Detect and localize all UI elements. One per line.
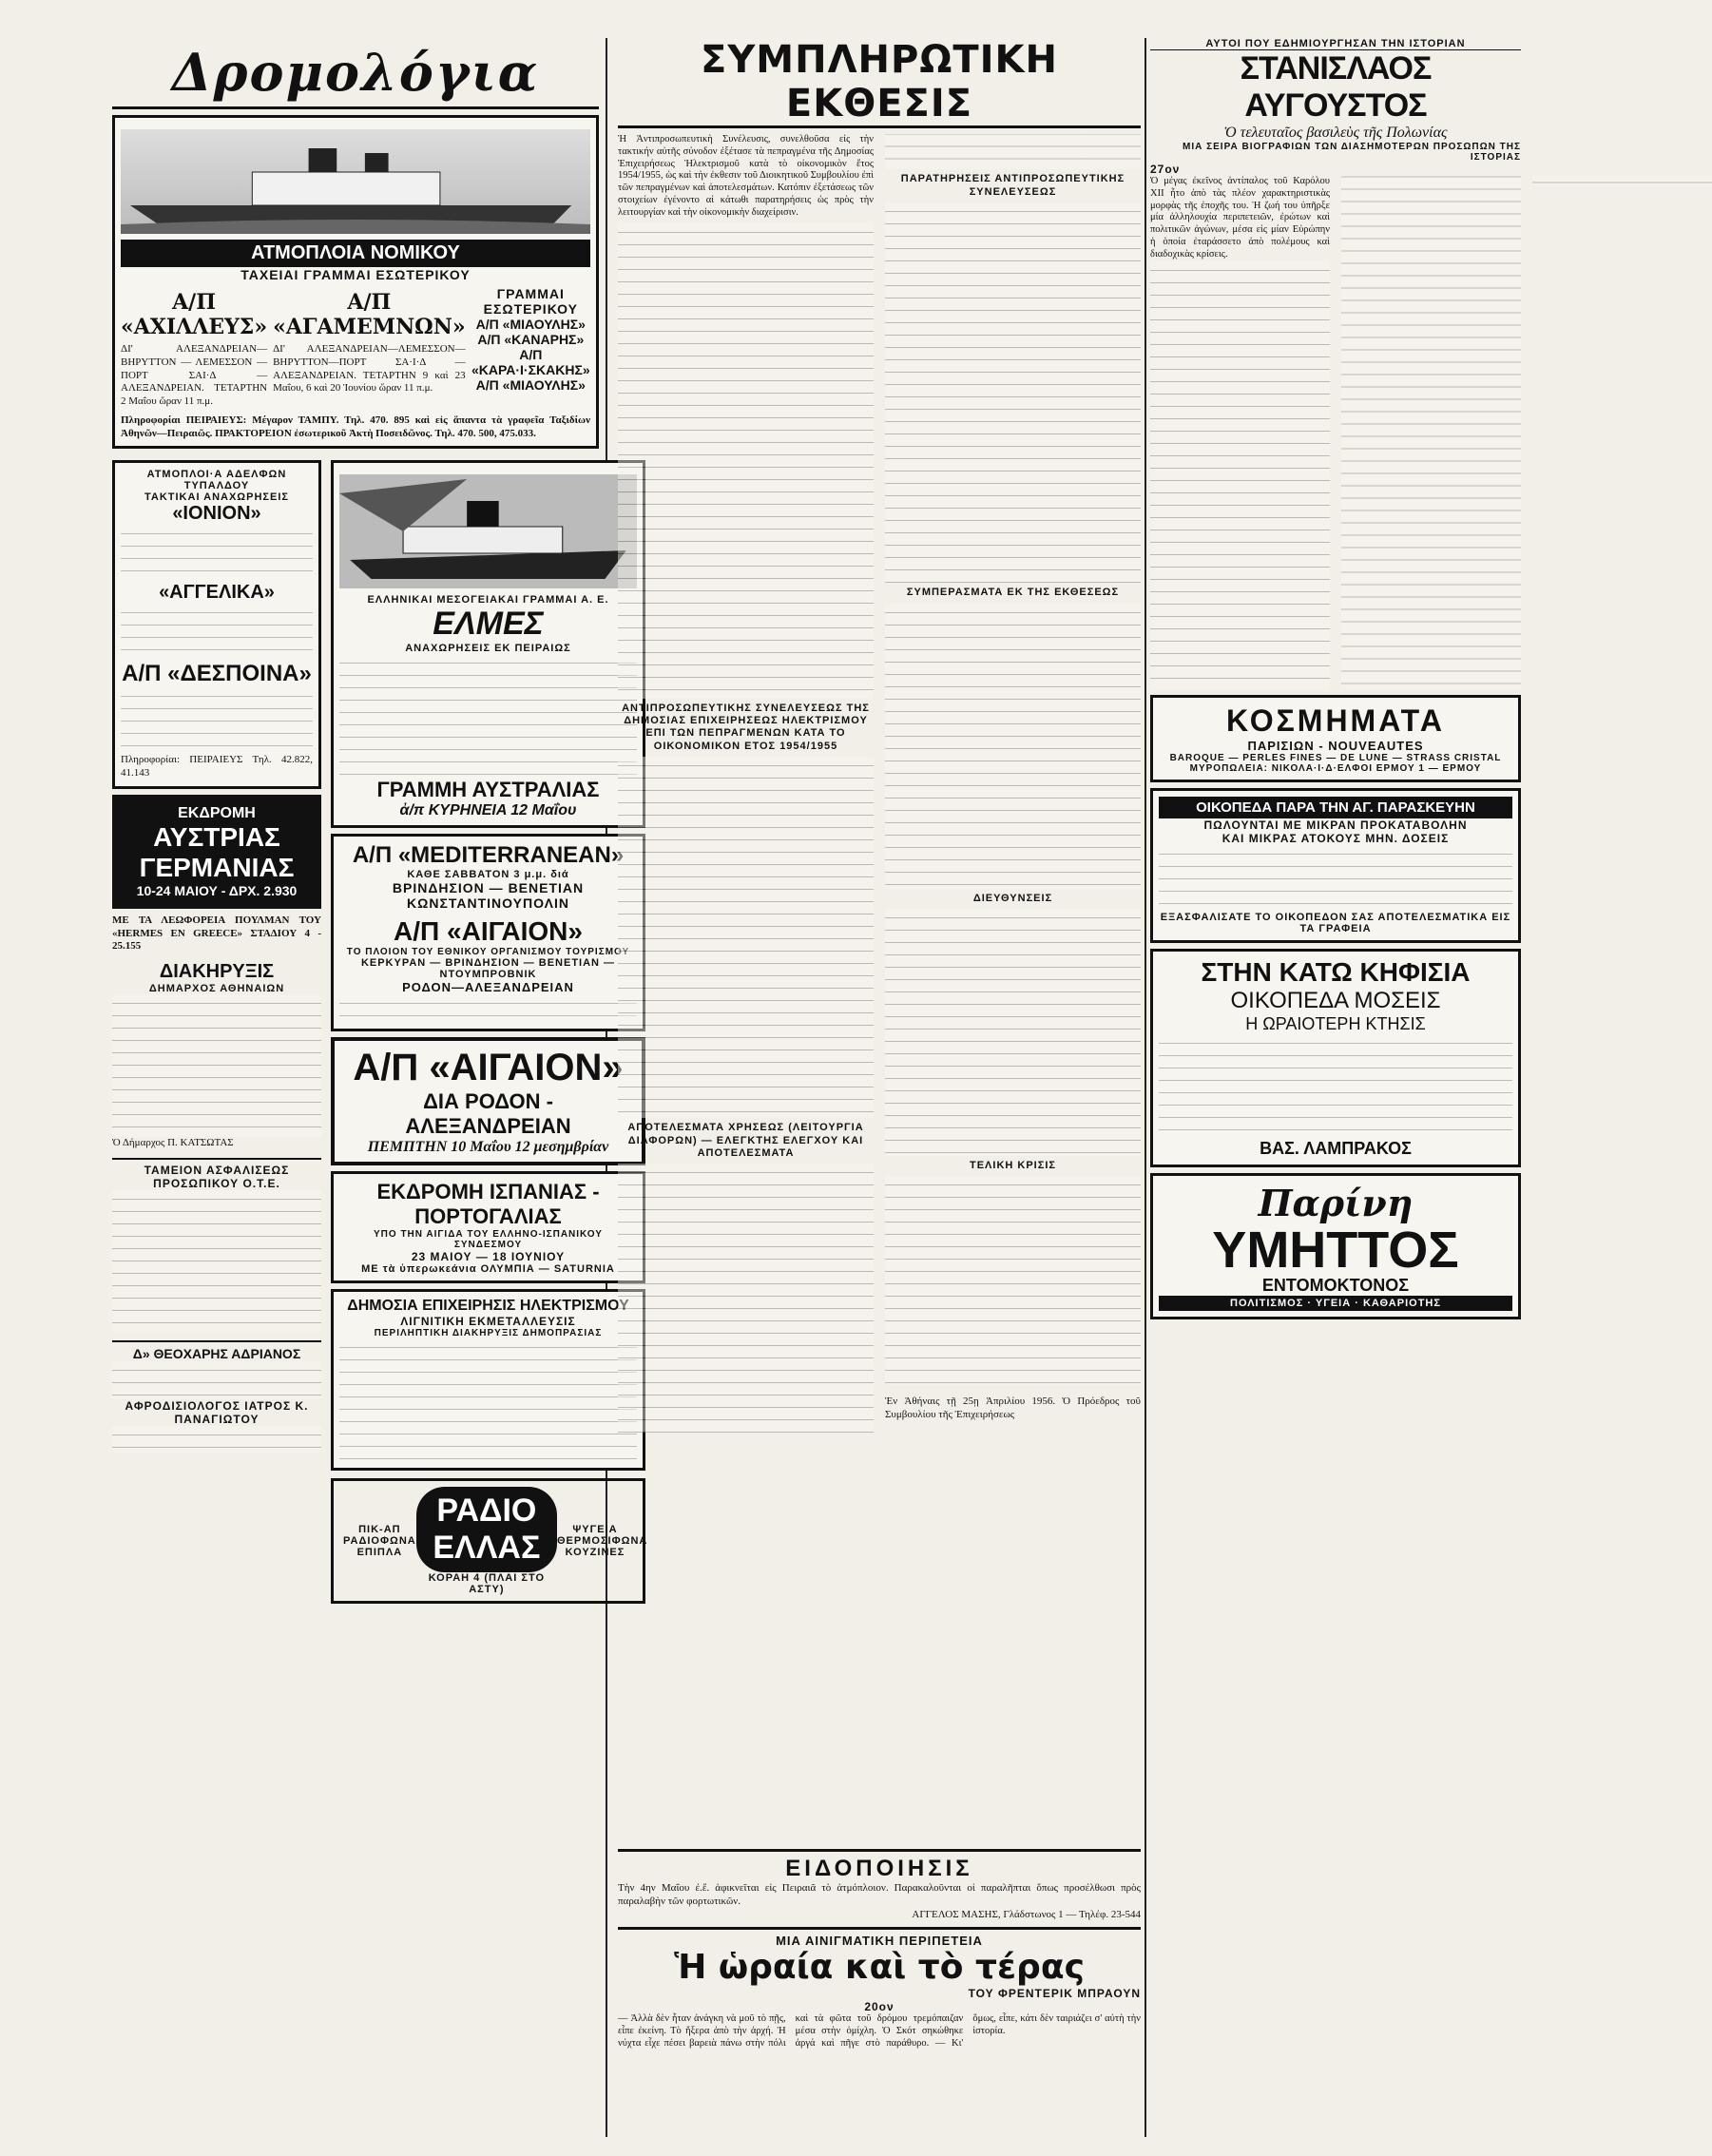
report-body — [618, 134, 1141, 1845]
report-sec1: ΑΠΟΤΕΛΕΣΜΑΤΑ ΧΡΗΣΕΩΣ (ΛΕΙΤΟΥΡΓΙΑ ΔΙΑΦΟΡΩΝ) — ΕΛΕΓΚΤΗΣ ΕΛΕΓΧΟΥ ΚΑΙ ΑΠΟΤΕΛΕΣΜΑΤΑ — [627, 1122, 864, 1160]
aigaion-big-ad — [331, 1037, 645, 1165]
ship-ionion: «ΙΟΝΙΟΝ» — [172, 503, 261, 525]
notice-title: ΕΙΔΟΠΟΙΗΣΙΣ — [785, 1856, 973, 1881]
liner-illustration — [339, 474, 637, 588]
australia-line: ΓΡΑΜΜΗ ΑΥΣΤΡΑΛΙΑΣ — [376, 778, 600, 802]
elmes-company: ΕΛΛΗΝΙΚΑΙ ΜΕΣΟΓΕΙΑΚΑΙ ΓΡΑΜΜΑΙ Α. Ε. — [367, 594, 609, 606]
report-closing: Ἐν Ἀθήναις τῇ 25ῃ Ἀπριλίου 1956. Ὁ Πρόεδρος τοῦ Συμβουλίου τῆς Ἐπιχειρήσεως — [885, 1396, 1141, 1421]
nomikos-ad — [112, 115, 599, 449]
dei-title: ΔΗΜΟΣΙΑ ΕΠΙΧΕΙΡΗΣΙΣ ΗΛΕΚΤΡΙΣΜΟΥ — [347, 1298, 629, 1315]
aigaion-line3: ΡΟΔΟΝ—ΑΛΕΞΑΝΔΡΕΙΑΝ — [402, 980, 574, 995]
ymittos-bar: ΠΟΛΙΤΙΣΜΟΣ · ΥΓΕΙΑ · ΚΑΘΑΡΙΟΤΗΣ — [1159, 1296, 1512, 1311]
austria-excursion-ad — [112, 795, 321, 909]
report-sec5: ΤΕΛΙΚΗ ΚΡΙΣΙΣ — [970, 1160, 1056, 1172]
austria-line3: ΓΕΡΜΑΝΙΑΣ — [139, 852, 295, 882]
report-sec2: ΠΑΡΑΤΗΡΗΣΕΙΣ ΑΝΤΙΠΡΟΣΩΠΕΥΤΙΚΗΣ ΣΥΝΕΛΕΥΣΕΩΣ — [900, 173, 1125, 198]
oikopeda-line3: ΕΞΑΣΦΑΛΙΣΑΤΕ ΤΟ ΟΙΚΟΠΕΔΟΝ ΣΑΣ ΑΠΟΤΕΛΕΣΜΑΤΙΚΑ ΕΙΣ ΤΑ ΓΡΑΦΕΙΑ — [1160, 912, 1511, 934]
domestic-label: ΓΡΑΜΜΑΙ ΕΣΩΤΕΡΙΚΟΥ — [483, 286, 578, 317]
austria-line2: ΑΥΣΤΡΙΑΣ — [153, 821, 280, 852]
kosmimata-line3: ΜΥΡΟΠΩΛΕΙΑ: ΝΙΚΟΛΑ·Ι·Δ·ΕΛΦΟΙ ΕΡΜΟΥ 1 — ΕΡΜΟΥ — [1189, 763, 1482, 774]
report-para: Ἡ Ἀντιπροσωπευτικὴ Συνέλευσις, συνελθοῦσα εἰς τὴν τακτικήν αὐτῆς σύνοδον ἐξέτασε τὰ πεπραγμένα τῆς Δημοσίας Ἐπιχειρήσεως Ἠλεκτρισμοῦ κατὰ τὸ οἰκονομικὸν ἔτος 1954/1955, ὡς καὶ τὴν ἐκθεσιν τοῦ Διοικητικοῦ Συμβουλίου ἐπὶ τῶν πεπραγμένων καὶ ἀποτελεσμάτων. Κατόπιν ἐξετάσεως τῶν στοιχείων ἐγένοντο αἱ κάτωθι παρατηρήσεις ὡς πρὸς τὴν λειτουργίαν καὶ τὴν οἰκονομικὴν διαχείρισιν. — [618, 134, 874, 218]
lines-label: ΤΑΧΕΙΑΙ ΓΡΑΜΜΑΙ ΕΣΩΤΕΡΙΚΟΥ — [240, 267, 471, 282]
aigaion-name: Α/Π «ΑΙΓΑΙΟΝ» — [394, 916, 583, 947]
elmes-departures: ΑΝΑΧΩΡΗΣΕΙΣ ΕΚ ΠΕΙΡΑΙΩΣ — [405, 643, 571, 655]
oikopeda-title: ΟΙΚΟΠΕΔΑ ΠΑΡΑ ΤΗΝ ΑΓ. ΠΑΡΑΣΚΕΥΗΝ — [1159, 797, 1512, 818]
katofisia-ad — [1150, 949, 1521, 1167]
typaldos-header: ΑΤΜΟΠΛΟΙ·Α ΑΔΕΛΦΩΝ ΤΥΠΑΛΔΟΥ — [146, 469, 287, 492]
spain-title: ΕΚΔΡΟΜΗ ΙΣΠΑΝΙΑΣ - ΠΟΡΤΟΓΑΛΙΑΣ — [376, 1180, 600, 1229]
company-name: ΑΤΜΟΠΛΟΙΑ ΝΟΜΙΚΟΥ — [121, 240, 590, 267]
mediterranean-ad — [331, 834, 645, 1031]
kosmimata-name: ΚΟΣΜΗΜΑΤΑ — [1226, 703, 1445, 738]
ymittos-script: Παρίνη — [1258, 1182, 1414, 1224]
katofisia-sub2: Η ΩΡΑΙΟΤΕΡΗ ΚΤΗΣΙΣ — [1245, 1014, 1426, 1033]
tameio-title: ΤΑΜΕΙΟΝ ΑΣΦΑΛΙΣΕΩΣ ΠΡΟΣΩΠΙΚΟΥ Ο.Τ.Ε. — [144, 1163, 290, 1190]
ship-despoina: Α/Π «ΔΕΣΠΟΙΝΑ» — [122, 661, 312, 687]
notice-signature: ΑΓΓΕΛΟΣ ΜΑΣΗΣ, Γλάδστωνος 1 — Τηλέφ. 23-544 — [912, 1908, 1141, 1920]
austria-line5: ΜΕ ΤΑ ΛΕΩΦΟΡΕΙΑ ΠΟΥΛΜΑΝ ΤΟΥ «HERMES EN GREECE» ΣΤΑΔΙΟΥ 4 - 25.155 — [112, 914, 321, 953]
elmes-ad — [331, 460, 645, 828]
austria-line4: 10-24 ΜΑΙΟΥ - ΔΡΧ. 2.930 — [136, 882, 298, 898]
diakirixeis-sub: ΔΗΜΑΡΧΟΣ ΑΘΗΝΑΙΩΝ — [148, 983, 285, 994]
ship-miaoulis: Α/Π «ΜΙΑΟΥΛΗΣ» — [475, 317, 586, 332]
radio-address: ΚΟΡΑΗ 4 (ΠΛΑΙ ΣΤΟ ΑΣΤΥ) — [428, 1572, 546, 1596]
austria-line1: ΕΚΔΡΟΜΗ — [178, 804, 256, 821]
kosmimata-line1: ΠΑΡΙΣΙΩΝ - NOUVEAUTES — [1247, 739, 1424, 753]
middle-column — [618, 38, 1141, 2137]
notice-block — [618, 1849, 1141, 1921]
nomikos-info: Πληροφορίαι ΠΕΙΡΑΙΕΥΣ: Μέγαρον ΤΑΜΠΥ. Τηλ. 470. 895 καὶ εἰς ἅπαντα τὰ γραφεῖα Ταξιδίων Ἀθηνῶν—Πειραιῶς. ΠΡΑΚΤΟΡΕΙΟΝ ἐσωτερικοῦ Ἀκτὴ Ποσειδῶνος. Τηλ. 470. 500, 475.033. — [121, 414, 590, 439]
history-episode: 27ον — [1150, 163, 1181, 176]
story-title: Ἡ ὡραία καὶ τὸ τέρας — [674, 1948, 1085, 1988]
history-title: ΣΤΑΝΙΣΛΑΟΣ ΑΥΓΟΥΣΤΟΣ — [1240, 50, 1432, 124]
dei-notice — [331, 1289, 645, 1471]
radio-ellas-ad — [331, 1478, 648, 1604]
spain-excursion-ad — [331, 1171, 645, 1283]
dei-sub: ΛΙΓΝΙΤΙΚΗ ΕΚΜΕΤΑΛΛΕΥΣΙΣ — [400, 1315, 576, 1329]
oikopeda-line1: ΠΩΛΟΥΝΤΑΙ ΜΕ ΜΙΚΡΑΝ ΠΡΟΚΑΤΑΒΟΛΗΝ — [1203, 818, 1468, 832]
ship-angelika: «ΑΓΓΕΛΙΚΑ» — [159, 582, 275, 604]
kosmimata-line2: BAROQUE — PERLES FINES — DE LUNE — STRASS CRISTAL — [1169, 753, 1502, 763]
ship-karaiskakis: Α/Π «ΚΑΡΑ·Ι·ΣΚΑΚΗΣ» — [471, 347, 590, 377]
masthead: Δρομολόγια — [112, 38, 599, 109]
oikopeda-ad — [1150, 788, 1521, 943]
history-subtitle: Ὁ τελευταῖος βασιλεὺς τῆς Πολωνίας — [1223, 125, 1448, 141]
ymittos-ad — [1150, 1173, 1521, 1319]
ship-miaoulis-2: Α/Π «ΜΙΑΟΥΛΗΣ» — [475, 377, 586, 393]
radio-left: ΠΙΚ-ΑΠ ΡΑΔΙΟΦΩΝΑ ΕΠΙΠΛΑ — [343, 1524, 416, 1559]
aigaion-line1: ΤΟ ΠΛΟΙΟΝ ΤΟΥ ΕΘΝΙΚΟΥ ΟΡΓΑΝΙΣΜΟΥ ΤΟΥΡΙΣΜΟΥ — [346, 947, 630, 958]
mediterranean-line1: ΚΑΘΕ ΣΑΒΒΑΤΟΝ 3 μ.μ. διά — [407, 869, 569, 881]
aigaion-big-route: ΔΙΑ ΡΟΔΟΝ - ΑΛΕΞΑΝΔΡΕΙΑΝ — [405, 1089, 571, 1139]
history-para: Ὁ μέγας ἐκεῖνος ἀντίπαλος τοῦ Καρόλου XII ἦτο ἀπὸ τὰς πλέον χαρακτηριστικὰς μορφὰς τῆς ἐποχῆς του. Ἡ ζωή του ὑπῆρξε μία ἀλληλουχία περιπετειῶν, ἐρώτων καὶ πολιτικῶν ἀγώνων, μέσα εἰς μίαν Εὐρώπην ἡ ὁποία ἐταράσσετο ἀπὸ πολέμους καὶ διαδοχικὰς κρίσεις. — [1150, 176, 1330, 260]
history-series: ΜΙΑ ΣΕΙΡΑ ΒΙΟΓΡΑΦΙΩΝ ΤΩΝ ΔΙΑΣΗΜΟΤΕΡΩΝ ΠΡΟΣΩΠΩΝ ΤΗΣ ΙΣΤΟΡΙΑΣ — [1183, 142, 1521, 163]
doctor-name: Δ» ΘΕΟΧΑΡΗΣ ΑΔΡΙΑΝΟΣ — [132, 1345, 301, 1361]
typaldos-ad — [112, 460, 321, 789]
story-block — [618, 1927, 1141, 2127]
report-subhead: ΑΝΤΙΠΡΟΣΩΠΕΥΤΙΚΗΣ ΣΥΝΕΛΕΥΣΕΩΣ ΤΗΣ ΔΗΜΟΣΙΑΣ ΕΠΙΧΕΙΡΗΣΕΩΣ ΗΛΕΚΤΡΙΣΜΟΥ ΕΠΙ ΤΩΝ ΠΕΠΡΑΓΜΕΝΩΝ ΚΑΤΑ ΤΟ ΟΙΚΟΝΟΜΙΚΟΝ ΕΤΟΣ 1954/1955 — [622, 702, 870, 752]
report-sec3: ΣΥΜΠΕΡΑΣΜΑΤΑ ΕΚ ΤΗΣ ΕΚΘΕΣΕΩΣ — [906, 587, 1120, 599]
mediterranean-name: Α/Π «MEDITERRANEAN» — [352, 842, 625, 869]
ship-achilleus-route: ΔΙ' ΑΛΕΞΑΝΔΡΕΙΑΝ—ΒΗΡΥΤΤΟΝ — ΛΕΜΕΣΣΟΝ — ΠΟΡΤ ΣΑΙ·Δ — ΑΛΕΞΑΝΔΡΕΙΑΝ. ΤΕΤΑΡΤΗΝ 2 Μαΐου ὥραν 11 π.μ. — [121, 343, 268, 407]
mediterranean-line3: ΚΩΝΣΤΑΝΤΙΝΟΥΠΟΛΙΝ — [407, 895, 569, 912]
katofisia-title: ΣΤΗΝ ΚΑΤΩ ΚΗΦΙΣΙΑ — [1201, 957, 1471, 987]
ship-illustration — [121, 129, 590, 234]
spain-line1: ΥΠΟ ΤΗΝ ΑΙΓΙΔΑ ΤΟΥ ΕΛΛΗΝΟ-ΙΣΠΑΝΙΚΟΥ ΣΥΝΔΕΣΜΟΥ — [374, 1229, 603, 1251]
report-title: ΣΥΜΠΛΗΡΩΤΙΚΗ ΕΚΘΕΣΙΣ — [618, 38, 1141, 128]
kyrenia-ship: ἀ/π ΚΥΡΗΝΕΙΑ 12 Μαΐου — [399, 802, 577, 819]
typaldos-info: Πληροφορίαι: ΠΕΙΡΑΙΕΥΣ Τηλ. 42.822, 41.143 — [121, 754, 313, 779]
spain-line2: 23 ΜΑΙΟΥ — 18 ΙΟΥΝΙΟΥ — [411, 1250, 566, 1264]
radio-right: ΨΥΓΕΙΑ ΘΕΡΜΟΣΙΦΩΝΑ ΚΟΥΖΙΝΕΣ — [557, 1524, 648, 1559]
ymittos-name: ΥΜΗΤΤΟΣ — [1212, 1222, 1459, 1279]
diakirixeis-signature: Ὁ Δήμαρχος Π. ΚΑΤΣΩΤΑΣ — [112, 1137, 234, 1148]
right-column — [1150, 38, 1521, 2137]
typaldos-sub: ΤΑΚΤΙΚΑΙ ΑΝΑΧΩΡΗΣΕΙΣ — [144, 491, 290, 504]
aigaion-big-name: Α/Π «ΑΙΓΑΙΟΝ» — [353, 1047, 624, 1089]
spain-line3: ΜΕ τὰ ὑπερωκεάνια ΟΛΥΜΠΙΑ — SATURNIA — [361, 1263, 615, 1276]
ymittos-sub: ΕΝΤΟΜΟΚΤΟΝΟΣ — [1261, 1276, 1410, 1295]
right-subcolumn — [331, 454, 648, 1604]
ship-agamemnon-route: ΔΙ' ΑΛΕΞΑΝΔΡΕΙΑΝ—ΛΕΜΕΣΣΟΝ—ΒΗΡΥΤΤΟΝ—ΠΟΡΤ ΣΑ·Ι·Δ — ΑΛΕΞΑΝΔΡΕΙΑΝ. ΤΕΤΑΡΤΗΝ 9 καὶ 23 Μαΐου, 6 καὶ 20 Ἰουνίου ὥραν 11 π.μ. — [273, 343, 466, 395]
notice-text: Τὴν 4ην Μαΐου ἐ.ἔ. ἀφικνεῖται εἰς Πειραιᾶ τὸ ἀτμόπλοιον. Παρακαλοῦνται οἱ παραλῆπται ὅπως προσέλθωσι πρὸς παραλαβὴν τῶν φορτωτικῶν. — [618, 1882, 1141, 1907]
oikopeda-line2: ΚΑΙ ΜΙΚΡΑΣ ΑΤΟΚΟΥΣ ΜΗΝ. ΔΟΣΕΙΣ — [1221, 832, 1450, 845]
katofisia-contact: ΒΑΣ. ΛΑΜΠΡΑΚΟΣ — [1260, 1139, 1412, 1158]
katofisia-sub1: ΟΙΚΟΠΕΔΑ ΜΟΣΕΙΣ — [1230, 988, 1441, 1013]
story-episode: 20ον — [864, 2000, 894, 2014]
column-rule — [1145, 38, 1146, 2137]
history-header: ΑΥΤΟΙ ΠΟΥ ΕΔΗΜΙΟΥΡΓΗΣΑΝ ΤΗΝ ΙΣΤΟΡΙΑΝ — [1150, 38, 1521, 50]
ship-achilleus: Α/Π «ΑΧΙΛΛΕΥΣ» — [121, 290, 268, 339]
aigaion-line2: ΚΕΡΚΥΡΑΝ — ΒΡΙΝΔΗΣΙΟΝ — ΒΕΝΕΤΙΑΝ — ΝΤΟΥΜΠΡΟΒΝΙΚ — [360, 957, 616, 981]
story-text: — Ἀλλὰ δὲν ἦταν ἀνάγκη νὰ μοῦ τὸ πῇς, εἶπε ἐκείνη. Τὸ ἤξερα ἀπὸ τὴν ἀρχή. Ἡ νύχτα εἶχε πέσει βαρειὰ πάνω στὴν πόλι καὶ τὰ φῶτα τοῦ δρόμου τρεμόπαιζαν μέσα στὴν ὁμίχλη. Ὁ Σκότ σηκώθηκε ἀργά καὶ πῆγε στὸ παράθυρο. — Κι' ὅμως, εἶπε, κάτι δὲν ταιριάζει σ' αὐτὴ τὴν ἱστορία. — [618, 2013, 1141, 2049]
elmes-name: ΕΛΜΕΣ — [433, 606, 544, 643]
ship-agamemnon: Α/Π «ΑΓΑΜΕΜΝΩΝ» — [273, 290, 466, 339]
kosmimata-ad — [1150, 695, 1521, 782]
history-text — [1150, 176, 1521, 689]
doctor-aphrodisio: ΑΦΡΟΔΙΣΙΟΛΟΓΟΣ ΙΑΤΡΟΣ Κ. ΠΑΝΑΓΙΩΤΟΥ — [125, 1398, 309, 1426]
story-author: ΤΟΥ ΦΡΕΝΤΕΡΙΚ ΜΠΡΑΟΥΝ — [968, 1987, 1141, 2001]
ship-kanaris: Α/Π «ΚΑΝΑΡΗΣ» — [477, 332, 585, 347]
radio-name: ΡΑΔΙΟ ΕΛΛΑΣ — [416, 1487, 557, 1572]
left-column — [112, 38, 648, 2137]
dei-sub2: ΠΕΡΙΛΗΠΤΙΚΗ ΔΙΑΚΗΡΥΞΙΣ ΔΗΜΟΠΡΑΣΙΑΣ — [374, 1328, 603, 1339]
report-sec4: ΔΙΕΥΘΥΝΣΕΙΣ — [972, 892, 1053, 904]
mediterranean-line2: ΒΡΙΝΔΗΣΙΟΝ — ΒΕΝΕΤΙΑΝ — [392, 880, 585, 896]
diakirixeis-title: ΔΙΑΚΗΡΥΞΙΣ — [159, 961, 275, 982]
story-kicker: ΜΙΑ ΑΙΝΙΓΜΑΤΙΚΗ ΠΕΡΙΠΕΤΕΙΑ — [776, 1934, 983, 1949]
left-subcolumn — [112, 454, 321, 1604]
aigaion-big-date: ΠΕΜΠΤΗΝ 10 Μαΐου 12 μεσημβρίαν — [367, 1139, 609, 1156]
